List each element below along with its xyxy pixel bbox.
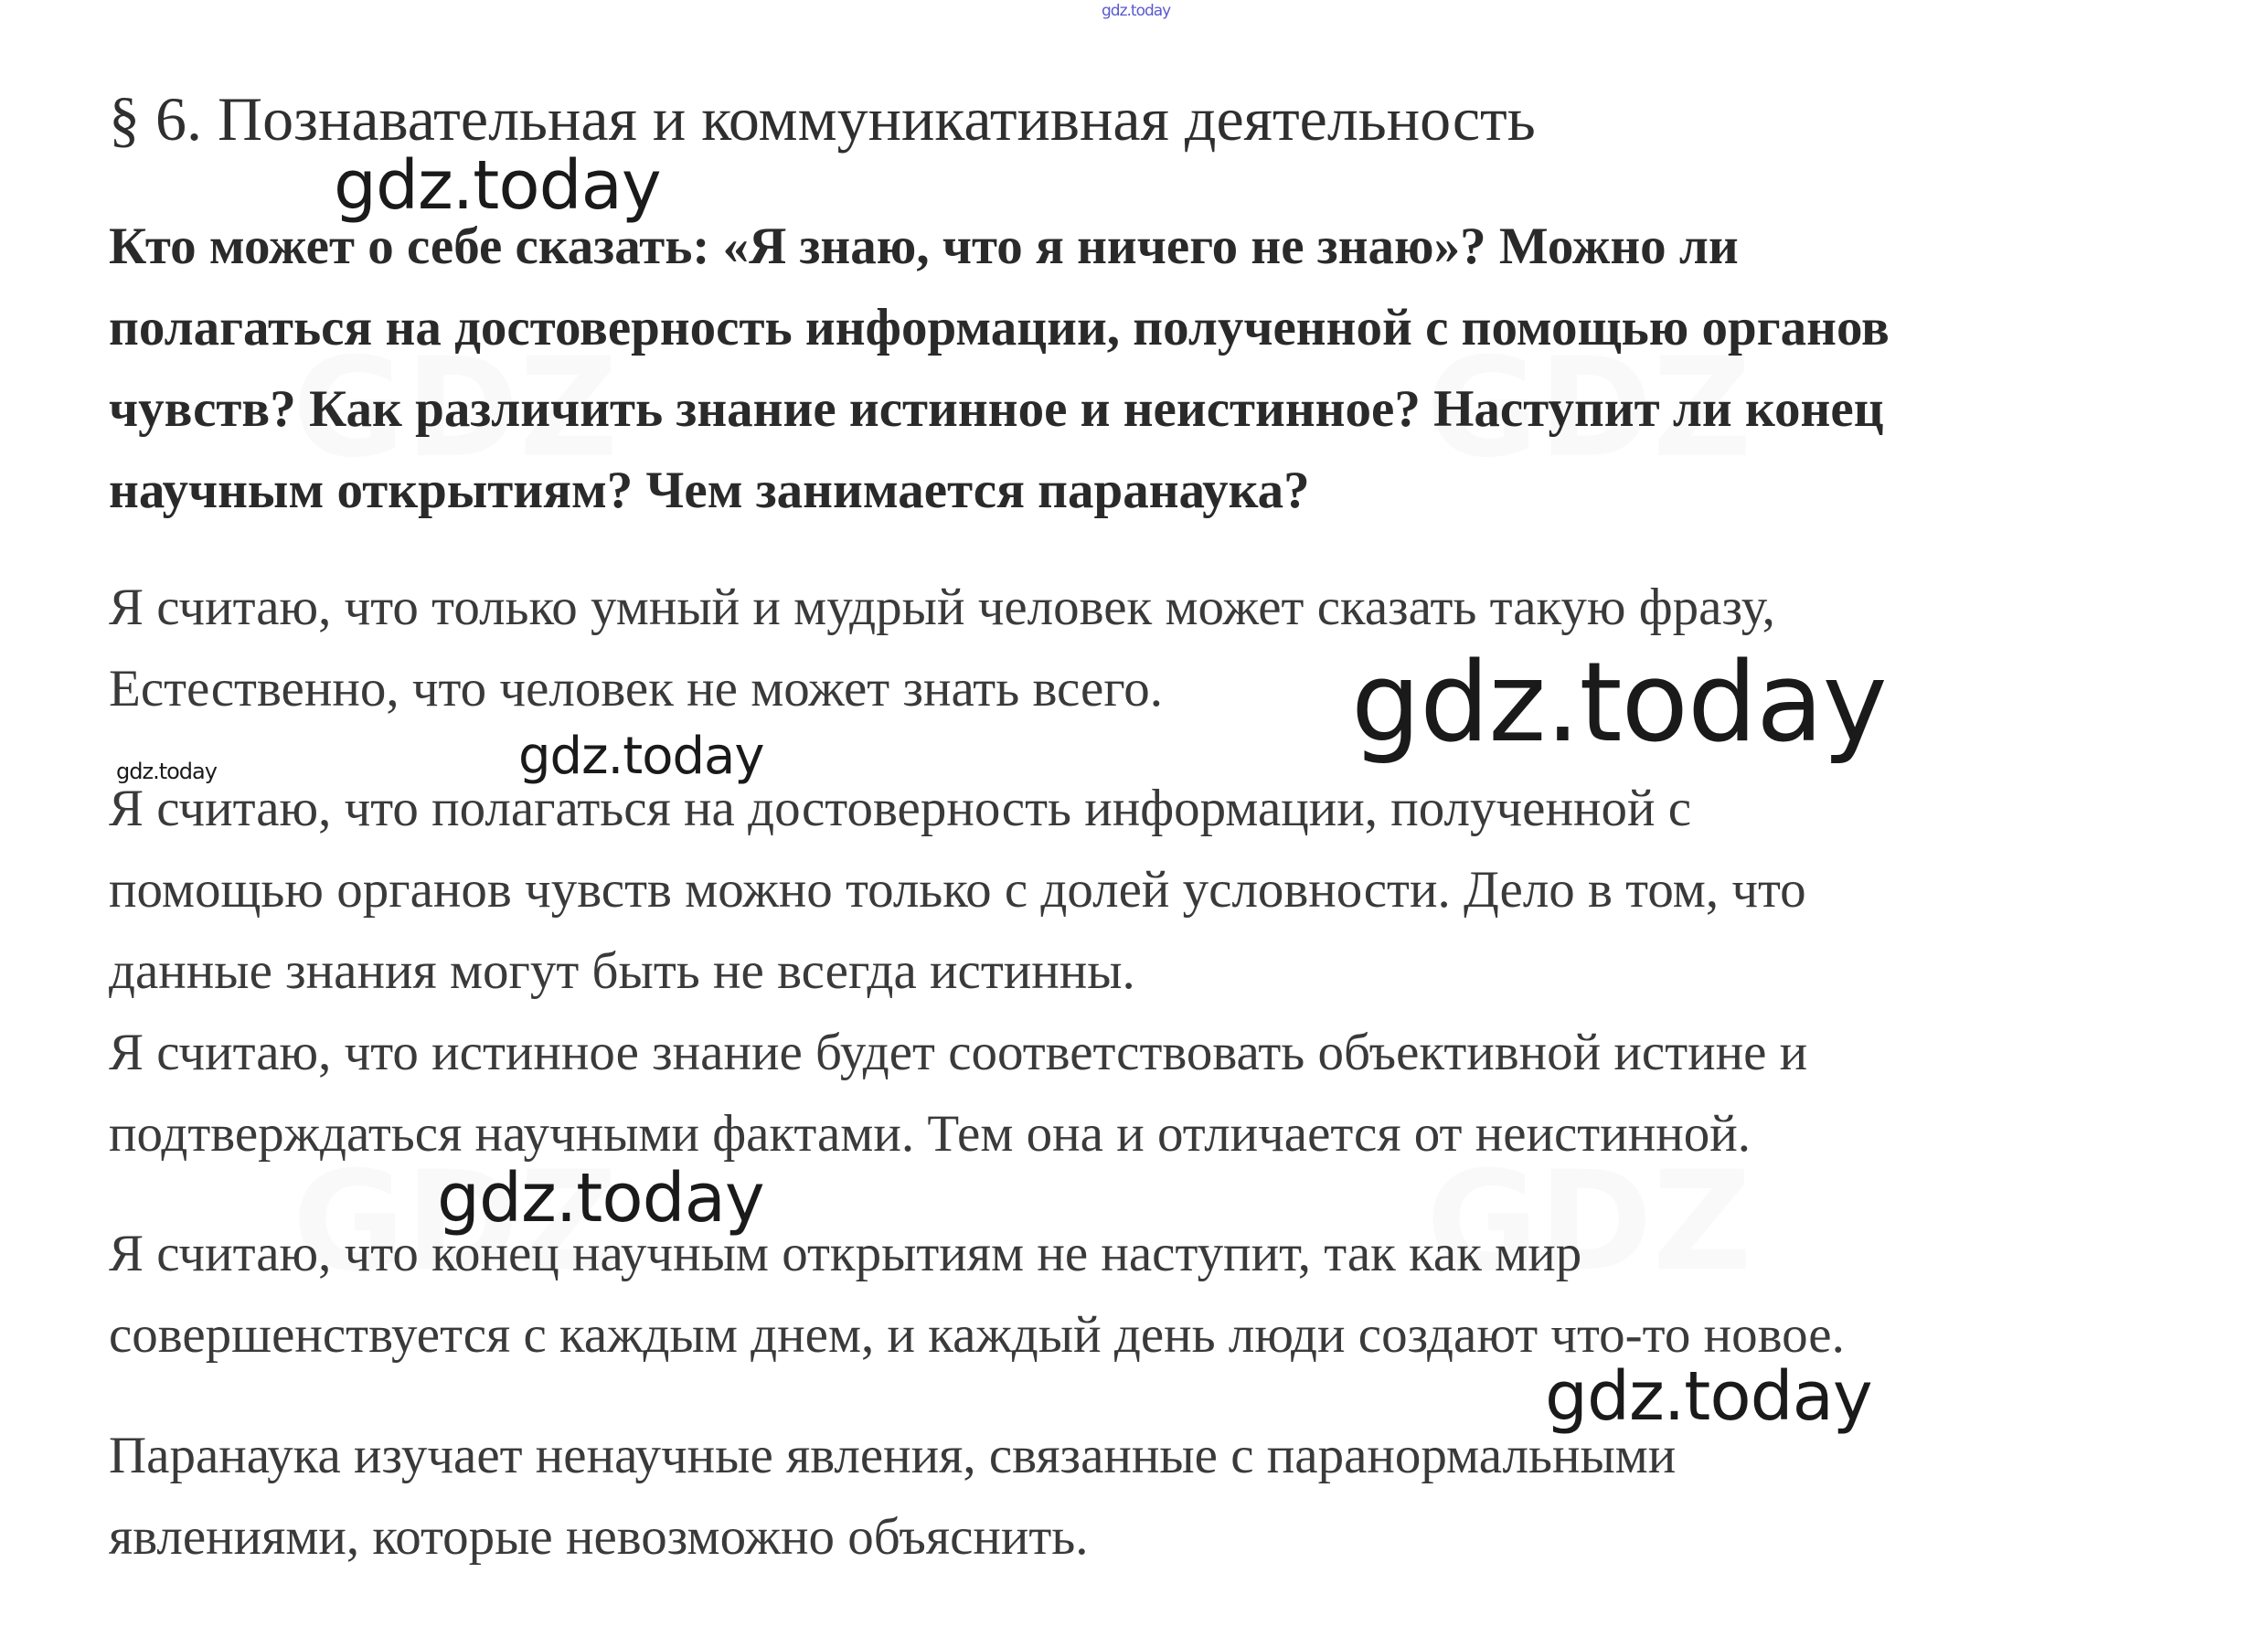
watermark: gdz.today xyxy=(518,727,764,786)
ghost-watermark xyxy=(1426,1142,1752,1302)
answer-line: подтверждаться научными фактами. Тем она и отличается от неистинной. xyxy=(109,1105,1751,1163)
answer-line: Я считаю, что истинное знание будет соответствовать объективной истине и xyxy=(109,1024,1808,1081)
answer-line: данные знания могут быть не всегда истинны. xyxy=(109,942,1135,1000)
answer-line: Я считаю, что только умный и мудрый человек может сказать такую фразу, xyxy=(109,579,1775,636)
answer-line: Я считаю, что конец научным открытиям не наступит, так как мир xyxy=(109,1225,1582,1282)
answer-paragraph-2 xyxy=(109,768,2248,1174)
watermark-top: gdz.today xyxy=(1102,2,1171,20)
answer-paragraph-1 xyxy=(109,567,2248,729)
watermark: gdz.today xyxy=(1545,1357,1872,1436)
ghost-watermark xyxy=(293,329,618,488)
answer-line: явлениями, которые невозможно объяснить. xyxy=(109,1508,1089,1566)
answer-line: Паранаука изучает ненаучные явления, связанные с паранормальными xyxy=(109,1427,1677,1484)
watermark: gdz.today xyxy=(437,1159,764,1238)
question-line: Кто может о себе сказать: «Я знаю, что я ничего не знаю»? Можно ли xyxy=(109,218,1739,275)
watermark-large: gdz.today xyxy=(1351,640,1887,767)
answer-line: Я считаю, что полагаться на достоверность информации, полученной с xyxy=(109,780,1692,837)
answer-line: Естественно, что человек не может знать всего. xyxy=(109,660,1164,717)
watermark: gdz.today xyxy=(334,146,661,225)
answer-paragraph-4 xyxy=(109,1415,2248,1578)
watermark-small: gdz.today xyxy=(116,759,217,784)
ghost-watermark xyxy=(1426,329,1752,488)
question-line: научным открытиям? Чем занимается паранаука? xyxy=(109,462,1310,519)
answer-line: помощью органов чувств можно только с долей условности. Дело в том, что xyxy=(109,861,1806,919)
section-title: § 6. Познавательная и коммуникативная деятельность xyxy=(109,84,1536,154)
question-line: полагаться на достоверность информации, полученной с помощью органов xyxy=(109,299,1890,356)
answer-line: совершенствуется с каждым днем, и каждый день люди создают что-то новое. xyxy=(109,1306,1845,1364)
question-line: чувств? Как различить знание истинное и неистинное? Наступит ли конец xyxy=(109,380,1884,438)
